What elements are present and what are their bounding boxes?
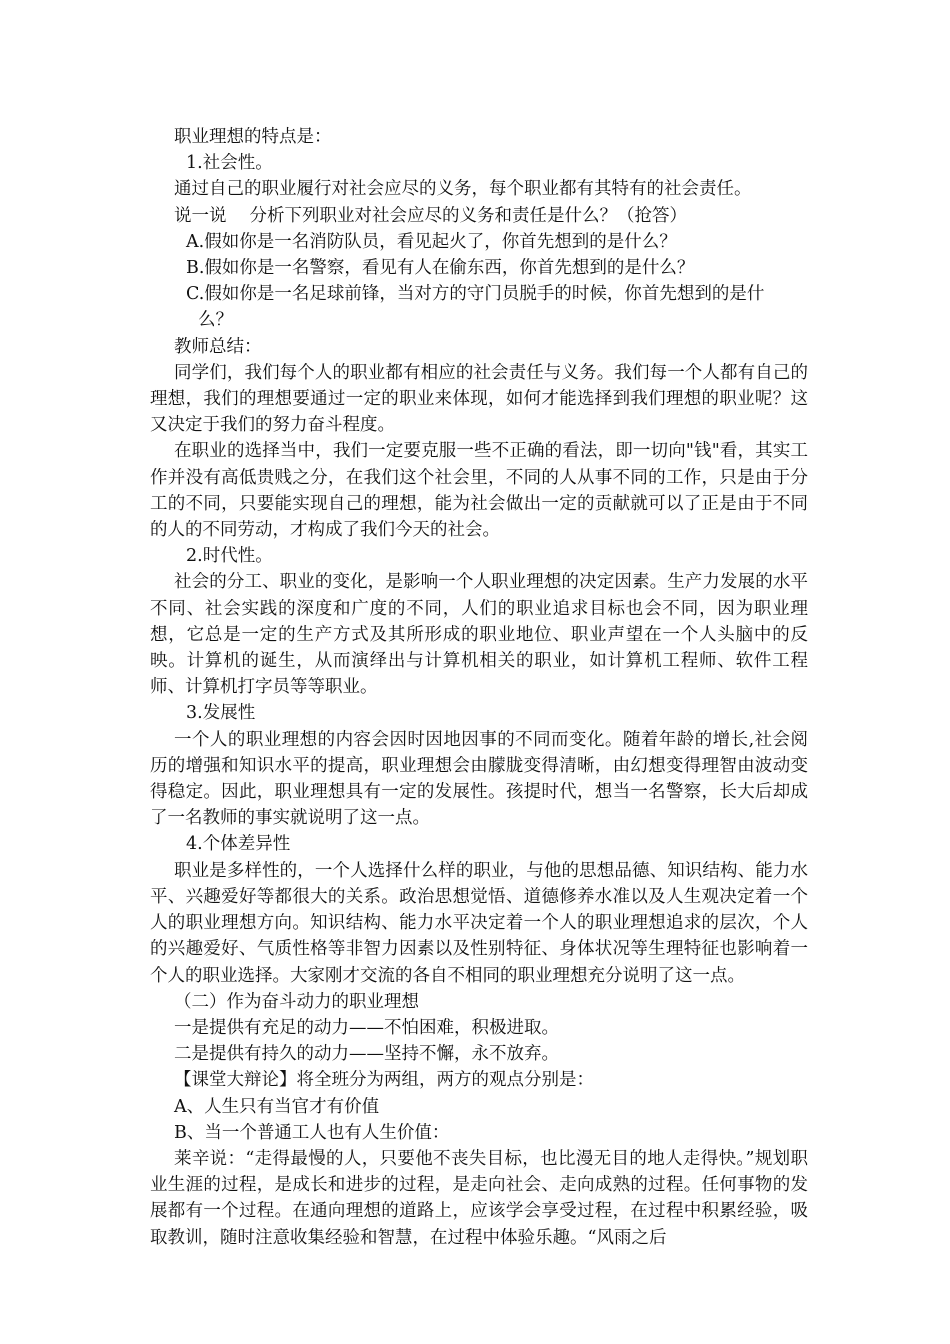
paragraph-era: 社会的分工、职业的变化，是影响一个人职业理想的决定因素。生产力发展的水平不同、社会实践的深度和广度的不同，人们的职业追求目标也会不同，因为职业理想，它总是一定的生产方式及其所形成的职业地位、职业声望在一个人头脑中的反映。计算机的诞生，从而演绎出与计算机相关的职业，如计算机工程师、软件工程师、计算机打字员等等职业。	[150, 572, 808, 698]
debate-intro: 【课堂大辩论】将全班分为两组，两方的观点分别是：	[174, 1070, 594, 1091]
paragraph-social-duty: 通过自己的职业履行对社会应尽的义务，每个职业都有其特有的社会责任。	[174, 179, 752, 200]
document-body	[150, 124, 808, 1251]
paragraph-individual: 职业是多样性的，一个人选择什么样的职业，与他的思想品德、知识结构、能力水平、兴趣爱好等都很大的关系。政治思想觉悟、道德修养水准以及人生观决定着一个人的职业理想方向。知识结构、能力水平决定着一个人的职业理想追求的层次，个人的兴趣爱好、气质性格等非智力因素以及性别特征、身体状况等生理特征也影响着一个人的职业选择。大家刚才交流的各自不相同的职业理想充分说明了这一点。	[150, 860, 808, 986]
paragraph-summary-1: 同学们，我们每个人的职业都有相应的社会责任与义务。我们每一个人都有自己的理想，我们的理想要通过一定的职业来体现，如何才能选择到我们理想的职业呢？这又决定于我们的努力奋斗程度。	[150, 362, 808, 436]
section-title-development: 3.发展性	[186, 703, 256, 724]
part2-title: （二）作为奋斗动力的职业理想	[174, 991, 419, 1012]
paragraph-development: 一个人的职业理想的内容会因时因地因事的不同而变化。随着年龄的增长,社会阅历的增强和知识水平的提高，职业理想会由朦胧变得清晰，由幻想变得理智由波动变得稳定。因此，职业理想具有一定的发展性。孩提时代，想当一名警察，长大后却成了一名教师的事实就说明了这一点。	[150, 729, 808, 829]
question-b: B.假如你是一名警察，看见有人在偷东西，你首先想到的是什么？	[186, 258, 695, 279]
paragraph-lessing-quote: 莱辛说：“走得最慢的人，只要他不丧失目标，也比漫无目的地人走得快。”规划职业生涯的过程，是成长和进步的过程，是走向社会、走向成熟的过程。任何事物的发展都有一个过程。在通向理想的道路上，应该学会享受过程，在过程中积累经验，吸取教训，随时注意收集经验和智慧，在过程中体验乐趣。“风雨之后	[150, 1148, 808, 1248]
question-c	[150, 281, 808, 333]
debate-side-b: B、当一个普通工人也有人生价值：	[174, 1122, 450, 1143]
section-title-era: 2.时代性。	[186, 546, 273, 567]
question-c-line1: C.假如你是一名足球前锋，当对方的守门员脱手的时候，你首先想到的是什	[186, 284, 765, 305]
part2-point-2: 二是提供有持久的动力——坚持不懈，永不放弃。	[174, 1044, 559, 1065]
heading-features: 职业理想的特点是：	[174, 127, 332, 147]
part2-point-1: 一是提供有充足的动力——不怕困难，积极进取。	[174, 1017, 559, 1038]
section-title-social: 1.社会性。	[186, 153, 273, 174]
question-a: A.假如你是一名消防队员，看见起火了，你首先想到的是什么？	[186, 231, 677, 252]
question-c-line2: 么？	[198, 310, 233, 331]
prompt-discussion: 说一说 分析下列职业对社会应尽的义务和责任是什么？（抢答）	[174, 205, 688, 226]
teacher-summary-label: 教师总结：	[174, 336, 262, 357]
debate-side-a: A、人生只有当官才有价值	[174, 1096, 380, 1117]
section-title-individual: 4.个体差异性	[186, 834, 291, 855]
paragraph-summary-2: 在职业的选择当中，我们一定要克服一些不正确的看法，即一切向"钱"看，其实工作并没有高低贵贱之分，在我们这个社会里，不同的人从事不同的工作，只是由于分工的不同，只要能实现自己的理想，能为社会做出一定的贡献就可以了正是由于不同的人的不同劳动，才构成了我们今天的社会。	[150, 441, 808, 541]
